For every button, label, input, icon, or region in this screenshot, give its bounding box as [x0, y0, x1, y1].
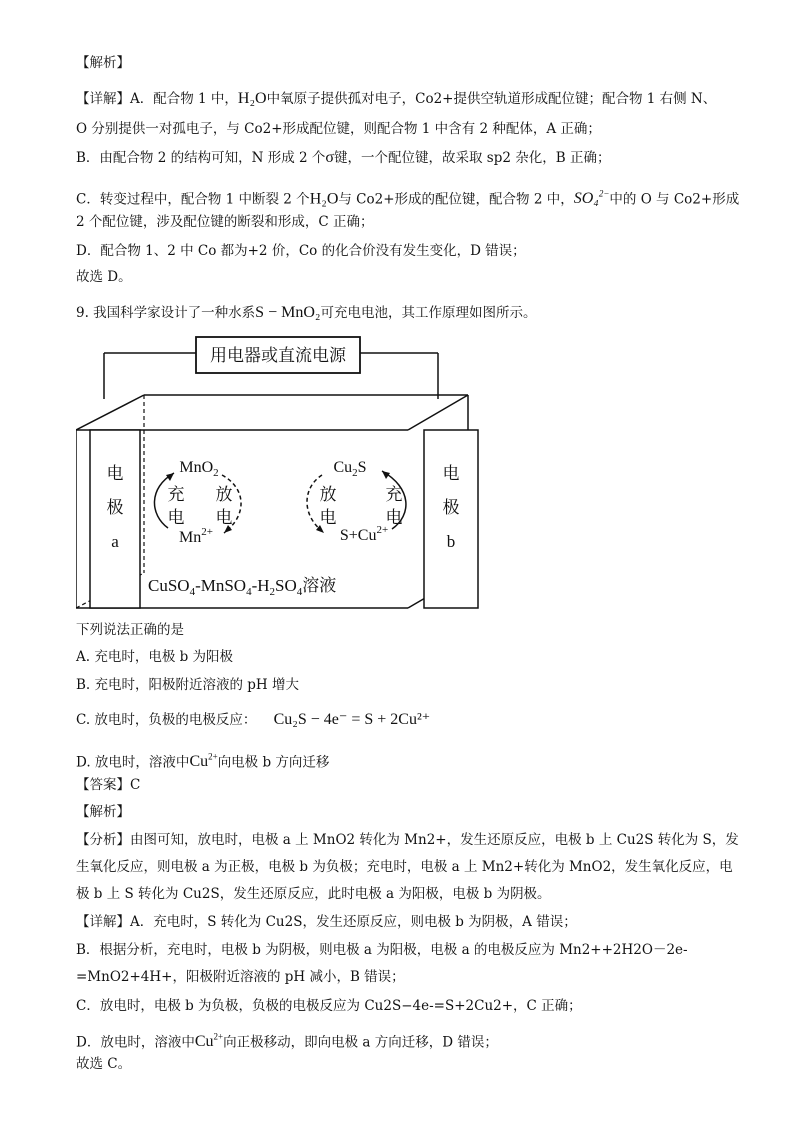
s1-option-b: B．由配合物 2 的结构可知，N 形成 2 个σ键，一个配位键，故采取 sp2 杂化，B 正确； — [76, 149, 611, 166]
svg-text:b: b — [446, 532, 456, 551]
svg-text:电: 电 — [167, 508, 185, 527]
h2o-formula-2: H₂O — [309, 190, 339, 208]
q9-option-a: A. 充电时，电极 b 为阳极 — [76, 649, 234, 665]
svg-text:电: 电 — [106, 464, 124, 483]
battery-diagram — [76, 333, 486, 613]
svg-text:电: 电 — [385, 508, 403, 527]
q9-detail-b-line1: B．根据分析，充电时，电极 b 为阴极，则电极 a 为阳极，电极 a 的电极反应为 Mn2++2H2O－2e- — [76, 942, 688, 958]
s-mno2-formula: S − MnO₂ — [255, 304, 321, 321]
svg-text:充: 充 — [385, 485, 403, 504]
svg-text:极: 极 — [442, 498, 460, 517]
s1-detail-line2: O 分别提供一对孤电子，与 Co2+形成配位键，则配合物 1 中含有 2 种配体，A 正确； — [76, 121, 601, 137]
so4-formula: SO₄$^{2-}$ — [573, 189, 610, 208]
s-cu-ion-label: $S+Cu^{2+}$ — [339, 524, 389, 544]
svg-text:放: 放 — [319, 485, 337, 504]
q9-answer: 【答案】C — [76, 777, 141, 793]
q9-option-d: D. 放电时，溶液中$Cu^{2+}$向电极 b 方向迁移 — [76, 752, 330, 771]
q9-detail-a: 【详解】A．充电时，S 转化为 Cu2S，发生还原反应，则电极 b 为阴极，A 错误； — [76, 914, 577, 930]
q9-analysis-line1: 【分析】由图可知，放电时，电极 a 上 MnO2 转化为 Mn2+，发生还原反应，电极 b 上 Cu2S 转化为 S，发 — [76, 832, 739, 848]
q9-jiexi: 【解析】 — [76, 804, 130, 820]
discharge-label-b — [320, 485, 337, 527]
electrolyte-label: $CuSO_4-MnSO_4-H_2SO_4$溶液 — [148, 576, 337, 598]
s1-option-c-line1: C．转变过程中，配合物 1 中断裂 2 个H₂O与 Co2+形成的配位键，配合物 2 中，SO₄$^{2-}$中的 O 与 Co2+形成 — [76, 189, 740, 208]
charge-label-a — [168, 485, 185, 527]
q9-stem: 9. 我国科学家设计了一种水系S − MnO₂可充电电池，其工作原理如图所示。 — [76, 304, 537, 321]
q9-option-c: C. 放电时，负极的电极反应： Cu₂S − 4e⁻ = S + 2Cu²⁺ — [76, 711, 431, 728]
q9-detail-c: C．放电时，电极 b 为负极，负极的电极反应为 Cu2S−4e-=S+2Cu2+，C 正确； — [76, 998, 582, 1014]
svg-text:极: 极 — [106, 498, 124, 517]
q9-prompt: 下列说法正确的是 — [76, 622, 184, 638]
h2o-formula: H₂O — [237, 90, 267, 107]
s1-option-c-line2: 2 个配位键，涉及配位键的断裂和形成，C 正确； — [76, 214, 374, 230]
cu-ion-formula-2: $Cu^{2+}$ — [194, 1032, 224, 1051]
charge-label-b — [386, 485, 403, 527]
q9-detail-d: D．放电时，溶液中$Cu^{2+}$向正极移动，即向电极 a 方向迁移，D 错误； — [76, 1032, 498, 1051]
electrode-b — [424, 430, 478, 608]
sigma-symbol: σ — [325, 149, 334, 166]
discharge-label-a — [216, 485, 233, 527]
svg-text:电: 电 — [319, 508, 337, 527]
s1-label: 【解析】 — [76, 55, 130, 71]
electrode-a — [90, 430, 140, 608]
mno2-label: MnO$_2$ — [179, 459, 219, 479]
q9-option-b: B. 充电时，阳极附近溶液的 pH 增大 — [76, 677, 300, 693]
s1-choice: 故选 D。 — [76, 269, 132, 285]
q9-analysis-line2: 生氧化反应，则电极 a 为正极，电极 b 为负极；充电时，电极 a 上 Mn2+转化为 MnO2，发生氧化反应，电 — [76, 859, 733, 875]
s1-detail-line1: 【详解】A．配合物 1 中，H₂O中氧原子提供孤对电子，Co2+提供空轨道形成配位键；配合物 1 右侧 N、 — [76, 90, 717, 107]
device-label: 用电器或直流电源 — [210, 346, 346, 365]
svg-text:电: 电 — [442, 464, 460, 483]
s1-option-d: D．配合物 1、2 中 Co 都为+2 价，Co 的化合价没有发生变化，D 错误； — [76, 243, 526, 259]
svg-text:a: a — [111, 532, 119, 551]
q9-analysis-line3: 极 b 上 S 转化为 Cu2S，发生还原反应，此时电极 a 为阳极，电极 b 为阴极。 — [76, 886, 551, 902]
q9-final-choice: 故选 C。 — [76, 1056, 132, 1072]
cu2s-equation: Cu₂S − 4e⁻ = S + 2Cu²⁺ — [273, 711, 431, 728]
svg-text:电: 电 — [215, 508, 233, 527]
cu2s-label: $Cu_2S$ — [333, 459, 367, 479]
svg-text:充: 充 — [167, 485, 185, 504]
cu-ion-formula: $Cu^{2+}$ — [189, 752, 218, 771]
q9-detail-b-line2: =MnO2+4H+，阳极附近溶液的 pH 减小，B 错误； — [76, 969, 405, 985]
svg-text:放: 放 — [215, 485, 233, 504]
mn-ion-label: $Mn^{2+}$ — [179, 526, 213, 546]
